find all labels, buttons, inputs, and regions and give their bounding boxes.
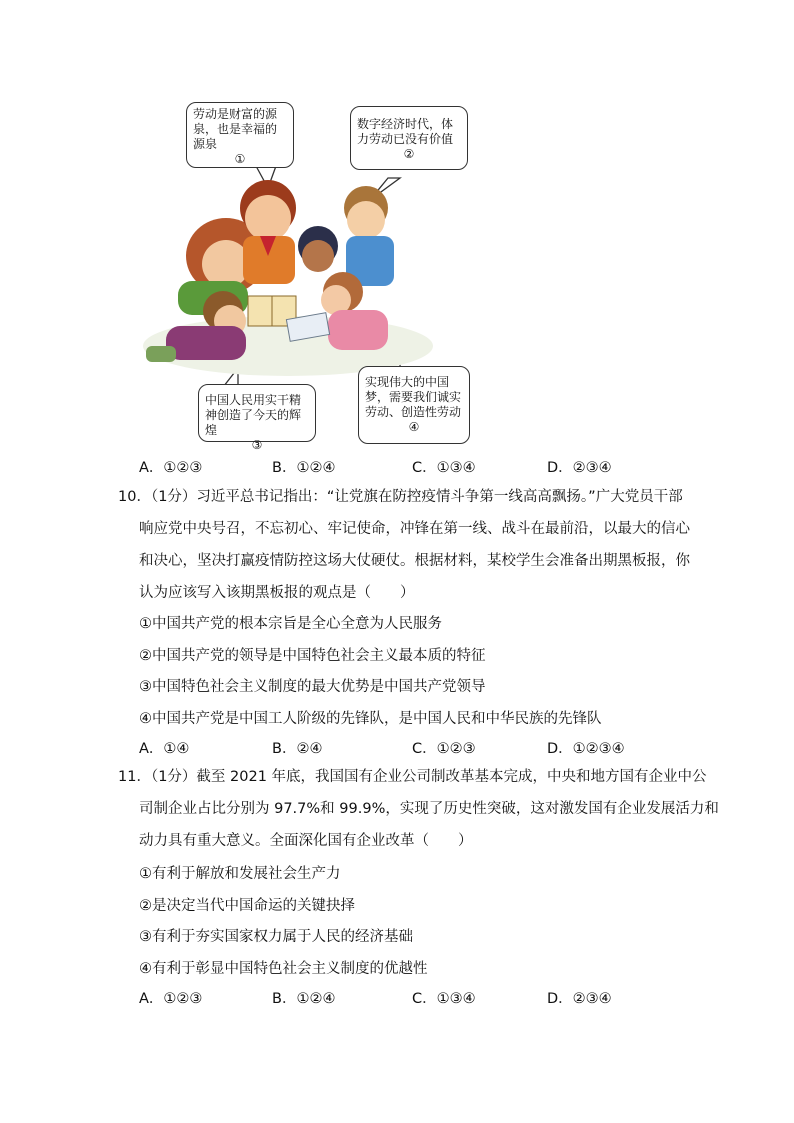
bubble-4-text: 实现伟大的中国梦，需要我们诚实劳动、创造性劳动 [365,375,462,419]
q9-option-b[interactable]: B．①②④ [272,460,336,476]
q11-stem-line-1: 11．（1分）截至 2021 年底，我国国有企业公司制改革基本完成，中央和地方国有企业中公 [118,769,707,785]
q10-stem-line-2: 响应党中央号召，不忘初心、牢记使命，冲锋在第一线、战斗在最前沿，以最大的信心 [139,521,690,537]
q10-item-3: ③中国特色社会主义制度的最大优势是中国共产党领导 [139,679,486,695]
q10-item-2: ②中国共产党的领导是中国特色社会主义最本质的特征 [139,648,486,664]
q11-stem-line-2: 司制企业占比分别为 97.7%和 99.9%，实现了历史性突破，这对激发国有企业发展活力和 [139,801,719,817]
q10-option-d[interactable]: D．①②③④ [547,741,625,757]
bubble-3-text: 中国人民用实干精神创造了今天的辉煌 [205,393,302,437]
q9-option-d[interactable]: D．②③④ [547,460,612,476]
speech-bubble-2 [350,106,468,170]
q11-item-4: ④有利于彰显中国特色社会主义制度的优越性 [139,961,428,977]
q11-option-c[interactable]: C．①③④ [412,991,476,1007]
speech-bubble-1 [186,102,294,168]
q11-option-b[interactable]: B．①②④ [272,991,336,1007]
bubble-2-text: 数字经济时代，体力劳动已没有价值 [357,117,454,146]
q10-stem-line-1: 10．（1分）习近平总书记指出：“让党旗在防控疫情斗争第一线高高飘扬。”广大党员干部 [118,489,683,505]
q10-stem-line-4: 认为应该写入该期黑板报的观点是（ ） [139,585,415,601]
q10-stem-line-3: 和决心，坚决打赢疫情防控这场大仗硬仗。根据材料，某校学生会准备出期黑板报，你 [139,553,690,569]
q10-option-c[interactable]: C．①②③ [412,741,476,757]
q11-item-1: ①有利于解放和发展社会生产力 [139,866,341,882]
speech-bubble-4 [358,366,470,444]
q11-option-a[interactable]: A．①②③ [139,991,203,1007]
speech-bubble-3 [198,384,316,452]
q10-option-a[interactable]: A．①④ [139,741,190,757]
q11-stem-line-3: 动力具有重大意义。全面深化国有企业改革（ ） [139,833,473,849]
bubble-2-number: ② [403,147,415,161]
q10-option-b[interactable]: B．②④ [272,741,323,757]
q10-item-1: ①中国共产党的根本宗旨是全心全意为人民服务 [139,616,442,632]
q11-item-2: ②是决定当代中国命运的关键抉择 [139,898,355,914]
q9-option-c[interactable]: C．①③④ [412,460,476,476]
q10-item-4: ④中国共产党是中国工人阶级的先锋队，是中国人民和中华民族的先锋队 [139,711,602,727]
bubble-3-number: ③ [251,438,263,452]
q11-item-3: ③有利于夯实国家权力属于人民的经济基础 [139,929,413,945]
q9-option-a[interactable]: A．①②③ [139,460,203,476]
q11-option-d[interactable]: D．②③④ [547,991,612,1007]
bubble-1-text: 劳动是财富的源泉，也是幸福的源泉 [193,107,278,151]
bubble-4-number: ④ [408,420,420,434]
bubble-1-number: ① [234,152,246,166]
children-reading-illustration [138,96,478,452]
